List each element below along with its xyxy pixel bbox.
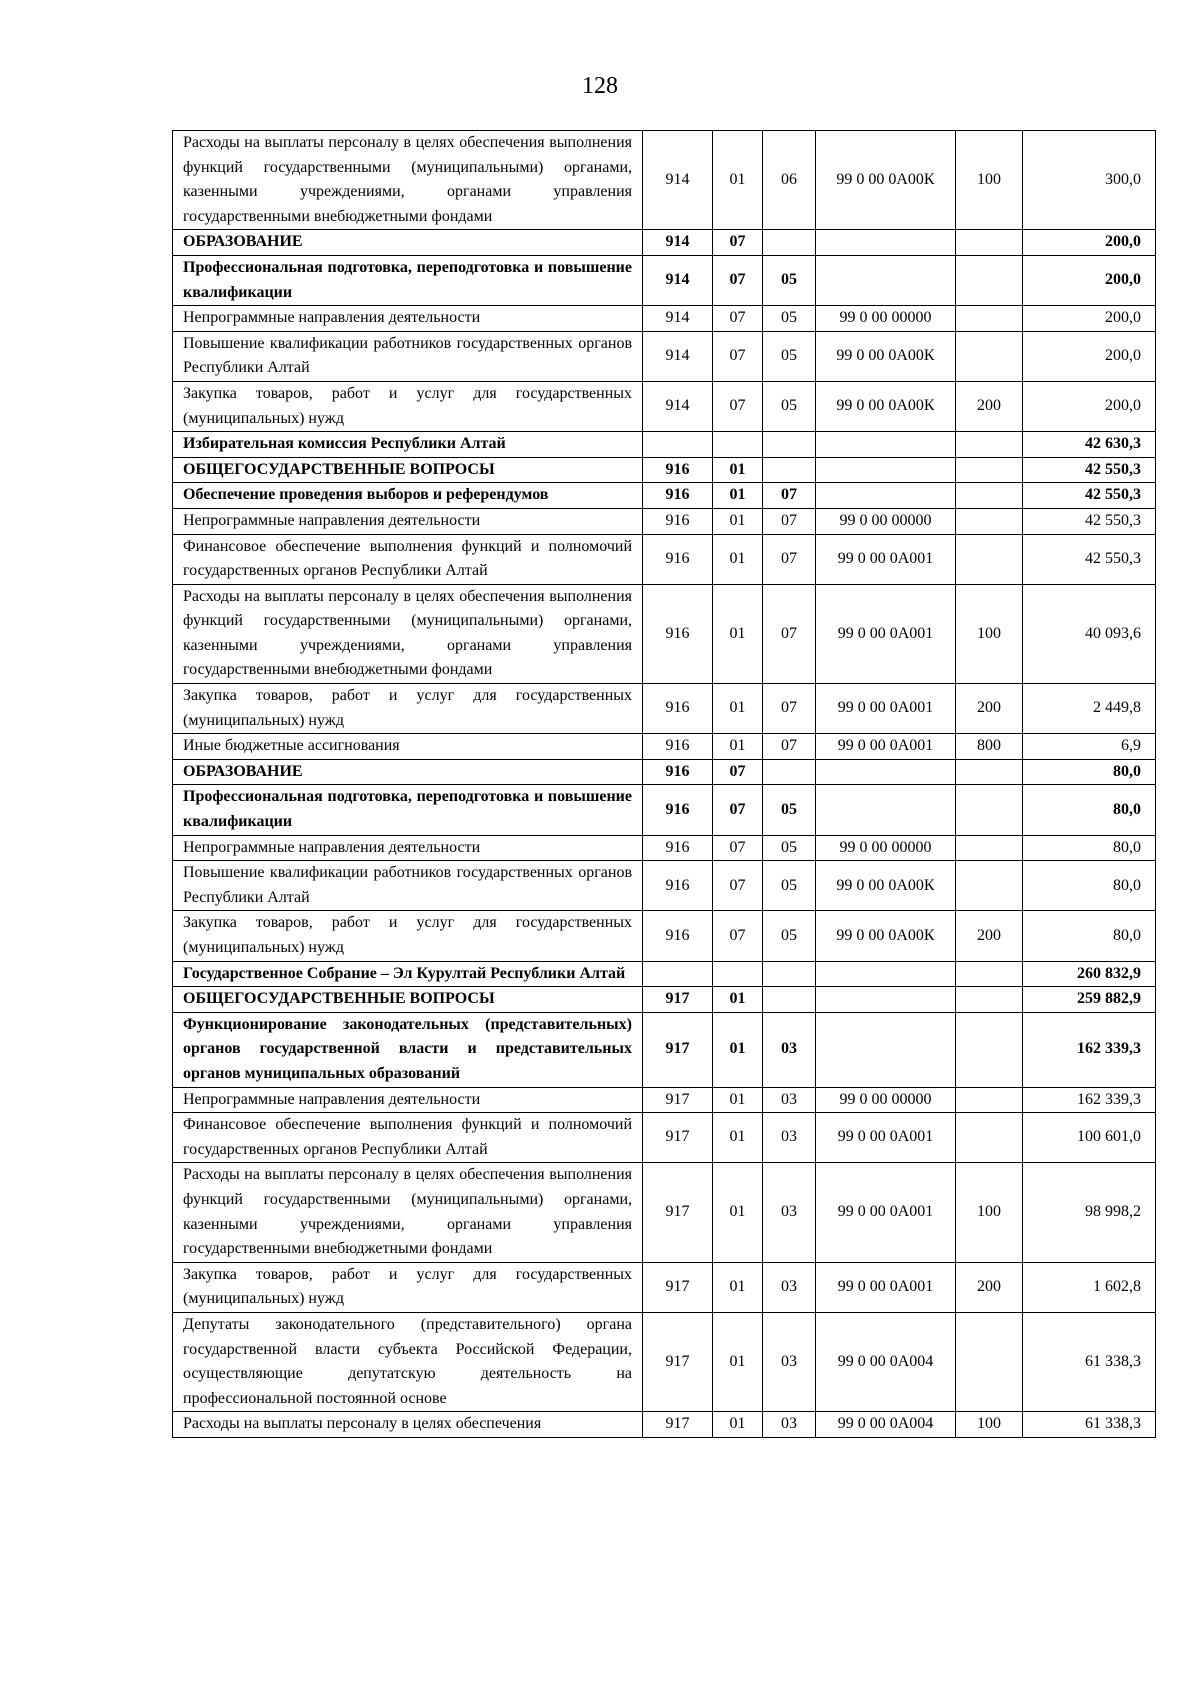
subsection-code-cell [763, 987, 816, 1013]
section-code-cell: 01 [713, 734, 763, 760]
subsection-code-cell: 03 [763, 1087, 816, 1113]
expense-type-cell [956, 987, 1023, 1013]
ministry-code-cell: 916 [643, 684, 713, 734]
table-body [173, 131, 1156, 1438]
row-name-cell: ОБРАЗОВАНИЕ [173, 759, 643, 785]
table-row [173, 734, 1156, 760]
subsection-code-cell: 05 [763, 306, 816, 332]
ministry-code-cell [643, 432, 713, 458]
subsection-code-cell [763, 432, 816, 458]
table-row [173, 381, 1156, 431]
section-code-cell: 07 [713, 331, 763, 381]
row-name-cell: Депутаты законодательного (представительного) органа государственной власти субъекта Российской Федерации, осуществляющие депутатскую деятельность на профессиональной постоянной основе [173, 1312, 643, 1411]
ministry-code-cell: 917 [643, 1087, 713, 1113]
amount-cell: 6,9 [1023, 734, 1156, 760]
section-code-cell: 07 [713, 381, 763, 431]
ministry-code-cell: 917 [643, 987, 713, 1013]
table-row [173, 508, 1156, 534]
expense-type-cell [956, 759, 1023, 785]
amount-cell: 80,0 [1023, 759, 1156, 785]
section-code-cell: 01 [713, 534, 763, 584]
target-article-cell: 99 0 00 0А004 [816, 1412, 956, 1438]
amount-cell: 80,0 [1023, 785, 1156, 835]
expense-type-cell [956, 961, 1023, 987]
row-name-cell: Закупка товаров, работ и услуг для государственных (муниципальных) нужд [173, 911, 643, 961]
ministry-code-cell: 916 [643, 483, 713, 509]
ministry-code-cell: 914 [643, 381, 713, 431]
subsection-code-cell: 07 [763, 684, 816, 734]
target-article-cell: 99 0 00 00000 [816, 1087, 956, 1113]
ministry-code-cell: 914 [643, 131, 713, 230]
target-article-cell [816, 987, 956, 1013]
amount-cell: 1 602,8 [1023, 1262, 1156, 1312]
row-name-cell: Повышение квалификации работников государственных органов Республики Алтай [173, 861, 643, 911]
amount-cell: 260 832,9 [1023, 961, 1156, 987]
table-row [173, 483, 1156, 509]
subsection-code-cell: 06 [763, 131, 816, 230]
table-row [173, 584, 1156, 683]
table-row [173, 1012, 1156, 1087]
table-row [173, 1163, 1156, 1262]
ministry-code-cell: 914 [643, 230, 713, 256]
subsection-code-cell: 07 [763, 508, 816, 534]
row-name-cell: Иные бюджетные ассигнования [173, 734, 643, 760]
table-row [173, 911, 1156, 961]
target-article-cell: 99 0 00 0А001 [816, 1113, 956, 1163]
subsection-code-cell: 03 [763, 1262, 816, 1312]
subsection-code-cell: 03 [763, 1163, 816, 1262]
expense-type-cell: 200 [956, 911, 1023, 961]
target-article-cell: 99 0 00 00000 [816, 835, 956, 861]
row-name-cell: Непрограммные направления деятельности [173, 306, 643, 332]
table-row [173, 255, 1156, 305]
budget-table [172, 130, 1156, 1438]
expense-type-cell [956, 508, 1023, 534]
table-row [173, 1087, 1156, 1113]
ministry-code-cell: 914 [643, 306, 713, 332]
subsection-code-cell [763, 961, 816, 987]
row-name-cell: Закупка товаров, работ и услуг для государственных (муниципальных) нужд [173, 684, 643, 734]
subsection-code-cell [763, 230, 816, 256]
expense-type-cell [956, 432, 1023, 458]
amount-cell: 42 550,3 [1023, 508, 1156, 534]
subsection-code-cell: 07 [763, 584, 816, 683]
target-article-cell [816, 483, 956, 509]
section-code-cell: 01 [713, 987, 763, 1013]
amount-cell: 200,0 [1023, 331, 1156, 381]
expense-type-cell [956, 861, 1023, 911]
row-name-cell: Финансовое обеспечение выполнения функций и полномочий государственных органов Республики Алтай [173, 1113, 643, 1163]
ministry-code-cell: 916 [643, 785, 713, 835]
ministry-code-cell: 917 [643, 1163, 713, 1262]
row-name-cell: Государственное Собрание – Эл Курултай Республики Алтай [173, 961, 643, 987]
amount-cell: 42 550,3 [1023, 457, 1156, 483]
subsection-code-cell: 03 [763, 1312, 816, 1411]
section-code-cell: 07 [713, 835, 763, 861]
row-name-cell: Закупка товаров, работ и услуг для государственных (муниципальных) нужд [173, 381, 643, 431]
table-row [173, 1412, 1156, 1438]
expense-type-cell [956, 1312, 1023, 1411]
ministry-code-cell: 917 [643, 1412, 713, 1438]
amount-cell: 42 630,3 [1023, 432, 1156, 458]
ministry-code-cell: 914 [643, 331, 713, 381]
amount-cell: 80,0 [1023, 911, 1156, 961]
table-row [173, 759, 1156, 785]
subsection-code-cell: 03 [763, 1412, 816, 1438]
table-row [173, 1312, 1156, 1411]
target-article-cell [816, 457, 956, 483]
ministry-code-cell: 916 [643, 508, 713, 534]
target-article-cell: 99 0 00 0А00К [816, 861, 956, 911]
section-code-cell: 01 [713, 584, 763, 683]
table-row [173, 785, 1156, 835]
expense-type-cell [956, 534, 1023, 584]
subsection-code-cell [763, 759, 816, 785]
row-name-cell: Закупка товаров, работ и услуг для государственных (муниципальных) нужд [173, 1262, 643, 1312]
table-row [173, 684, 1156, 734]
amount-cell: 40 093,6 [1023, 584, 1156, 683]
table-row [173, 961, 1156, 987]
section-code-cell: 07 [713, 861, 763, 911]
section-code-cell: 01 [713, 1312, 763, 1411]
section-code-cell: 07 [713, 255, 763, 305]
expense-type-cell: 100 [956, 584, 1023, 683]
target-article-cell [816, 1012, 956, 1087]
target-article-cell [816, 432, 956, 458]
subsection-code-cell: 05 [763, 785, 816, 835]
row-name-cell: ОБРАЗОВАНИЕ [173, 230, 643, 256]
subsection-code-cell: 05 [763, 331, 816, 381]
ministry-code-cell: 916 [643, 734, 713, 760]
table-row [173, 1262, 1156, 1312]
row-name-cell: Расходы на выплаты персоналу в целях обеспечения выполнения функций государственными (муниципальными) органами, казенными учреждениями, органами управления государственными внебюджетными фондами [173, 1163, 643, 1262]
subsection-code-cell: 03 [763, 1012, 816, 1087]
section-code-cell: 01 [713, 1113, 763, 1163]
amount-cell: 259 882,9 [1023, 987, 1156, 1013]
target-article-cell: 99 0 00 0А004 [816, 1312, 956, 1411]
amount-cell: 162 339,3 [1023, 1087, 1156, 1113]
expense-type-cell [956, 483, 1023, 509]
expense-type-cell [956, 1012, 1023, 1087]
target-article-cell [816, 961, 956, 987]
expense-type-cell [956, 306, 1023, 332]
amount-cell: 98 998,2 [1023, 1163, 1156, 1262]
subsection-code-cell: 05 [763, 381, 816, 431]
section-code-cell: 07 [713, 759, 763, 785]
expense-type-cell [956, 230, 1023, 256]
expense-type-cell: 200 [956, 1262, 1023, 1312]
target-article-cell: 99 0 00 0А001 [816, 1262, 956, 1312]
row-name-cell: Расходы на выплаты персоналу в целях обеспечения выполнения функций государственными (муниципальными) органами, казенными учреждениями, органами управления государственными внебюджетными фондами [173, 131, 643, 230]
row-name-cell: Расходы на выплаты персоналу в целях обеспечения выполнения функций государственными (муниципальными) органами, казенными учреждениями, органами управления государственными внебюджетными фондами [173, 584, 643, 683]
subsection-code-cell: 05 [763, 911, 816, 961]
subsection-code-cell: 07 [763, 734, 816, 760]
amount-cell: 61 338,3 [1023, 1412, 1156, 1438]
row-name-cell: Обеспечение проведения выборов и референдумов [173, 483, 643, 509]
expense-type-cell: 200 [956, 684, 1023, 734]
amount-cell: 200,0 [1023, 306, 1156, 332]
section-code-cell: 07 [713, 785, 763, 835]
target-article-cell [816, 255, 956, 305]
ministry-code-cell: 916 [643, 861, 713, 911]
section-code-cell [713, 432, 763, 458]
section-code-cell: 01 [713, 684, 763, 734]
section-code-cell [713, 961, 763, 987]
ministry-code-cell: 917 [643, 1012, 713, 1087]
table-row [173, 457, 1156, 483]
ministry-code-cell: 917 [643, 1312, 713, 1411]
row-name-cell: Непрограммные направления деятельности [173, 835, 643, 861]
target-article-cell: 99 0 00 00000 [816, 306, 956, 332]
section-code-cell: 01 [713, 1087, 763, 1113]
expense-type-cell [956, 1087, 1023, 1113]
ministry-code-cell: 916 [643, 911, 713, 961]
ministry-code-cell: 916 [643, 584, 713, 683]
row-name-cell: Профессиональная подготовка, переподготовка и повышение квалификации [173, 255, 643, 305]
amount-cell: 200,0 [1023, 230, 1156, 256]
target-article-cell: 99 0 00 0А001 [816, 584, 956, 683]
amount-cell: 300,0 [1023, 131, 1156, 230]
ministry-code-cell: 916 [643, 457, 713, 483]
section-code-cell: 01 [713, 1262, 763, 1312]
table-row [173, 1113, 1156, 1163]
subsection-code-cell: 07 [763, 483, 816, 509]
row-name-cell: Повышение квалификации работников государственных органов Республики Алтай [173, 331, 643, 381]
target-article-cell [816, 785, 956, 835]
expense-type-cell [956, 835, 1023, 861]
row-name-cell: ОБЩЕГОСУДАРСТВЕННЫЕ ВОПРОСЫ [173, 457, 643, 483]
section-code-cell: 01 [713, 457, 763, 483]
expense-type-cell [956, 785, 1023, 835]
row-name-cell: Финансовое обеспечение выполнения функций и полномочий государственных органов Республики Алтай [173, 534, 643, 584]
ministry-code-cell: 916 [643, 759, 713, 785]
expense-type-cell: 100 [956, 1412, 1023, 1438]
row-name-cell: Расходы на выплаты персоналу в целях обеспечения [173, 1412, 643, 1438]
table-row [173, 534, 1156, 584]
amount-cell: 42 550,3 [1023, 483, 1156, 509]
target-article-cell: 99 0 00 00000 [816, 508, 956, 534]
target-article-cell: 99 0 00 0А001 [816, 734, 956, 760]
ministry-code-cell: 917 [643, 1113, 713, 1163]
expense-type-cell [956, 255, 1023, 305]
section-code-cell: 01 [713, 131, 763, 230]
table-row [173, 835, 1156, 861]
row-name-cell: ОБЩЕГОСУДАРСТВЕННЫЕ ВОПРОСЫ [173, 987, 643, 1013]
table-row [173, 331, 1156, 381]
amount-cell: 200,0 [1023, 255, 1156, 305]
ministry-code-cell [643, 961, 713, 987]
row-name-cell: Непрограммные направления деятельности [173, 1087, 643, 1113]
row-name-cell: Профессиональная подготовка, переподготовка и повышение квалификации [173, 785, 643, 835]
expense-type-cell: 800 [956, 734, 1023, 760]
ministry-code-cell: 916 [643, 534, 713, 584]
section-code-cell: 01 [713, 508, 763, 534]
section-code-cell: 07 [713, 230, 763, 256]
row-name-cell: Функционирование законодательных (представительных) органов государственной власти и представительных органов муниципальных образований [173, 1012, 643, 1087]
amount-cell: 80,0 [1023, 861, 1156, 911]
expense-type-cell: 200 [956, 381, 1023, 431]
amount-cell: 2 449,8 [1023, 684, 1156, 734]
expense-type-cell: 100 [956, 131, 1023, 230]
amount-cell: 61 338,3 [1023, 1312, 1156, 1411]
expense-type-cell [956, 331, 1023, 381]
table-row [173, 230, 1156, 256]
expense-type-cell: 100 [956, 1163, 1023, 1262]
subsection-code-cell: 07 [763, 534, 816, 584]
row-name-cell: Непрограммные направления деятельности [173, 508, 643, 534]
subsection-code-cell: 05 [763, 835, 816, 861]
target-article-cell: 99 0 00 0А001 [816, 1163, 956, 1262]
section-code-cell: 07 [713, 911, 763, 961]
amount-cell: 42 550,3 [1023, 534, 1156, 584]
expense-type-cell [956, 1113, 1023, 1163]
amount-cell: 200,0 [1023, 381, 1156, 431]
target-article-cell: 99 0 00 0А001 [816, 684, 956, 734]
table-row [173, 861, 1156, 911]
subsection-code-cell: 05 [763, 861, 816, 911]
target-article-cell: 99 0 00 0А00К [816, 331, 956, 381]
target-article-cell [816, 230, 956, 256]
amount-cell: 162 339,3 [1023, 1012, 1156, 1087]
subsection-code-cell: 05 [763, 255, 816, 305]
subsection-code-cell: 03 [763, 1113, 816, 1163]
target-article-cell: 99 0 00 0А00К [816, 911, 956, 961]
section-code-cell: 07 [713, 306, 763, 332]
section-code-cell: 01 [713, 1163, 763, 1262]
row-name-cell: Избирательная комиссия Республики Алтай [173, 432, 643, 458]
amount-cell: 100 601,0 [1023, 1113, 1156, 1163]
table-row [173, 987, 1156, 1013]
subsection-code-cell [763, 457, 816, 483]
target-article-cell: 99 0 00 0А001 [816, 534, 956, 584]
table-row [173, 432, 1156, 458]
target-article-cell: 99 0 00 0А00К [816, 131, 956, 230]
target-article-cell [816, 759, 956, 785]
page-number: 128 [582, 73, 618, 99]
section-code-cell: 01 [713, 1412, 763, 1438]
section-code-cell: 01 [713, 1012, 763, 1087]
ministry-code-cell: 916 [643, 835, 713, 861]
ministry-code-cell: 917 [643, 1262, 713, 1312]
section-code-cell: 01 [713, 483, 763, 509]
table-row [173, 306, 1156, 332]
expense-type-cell [956, 457, 1023, 483]
table-row [173, 131, 1156, 230]
ministry-code-cell: 914 [643, 255, 713, 305]
amount-cell: 80,0 [1023, 835, 1156, 861]
target-article-cell: 99 0 00 0А00К [816, 381, 956, 431]
